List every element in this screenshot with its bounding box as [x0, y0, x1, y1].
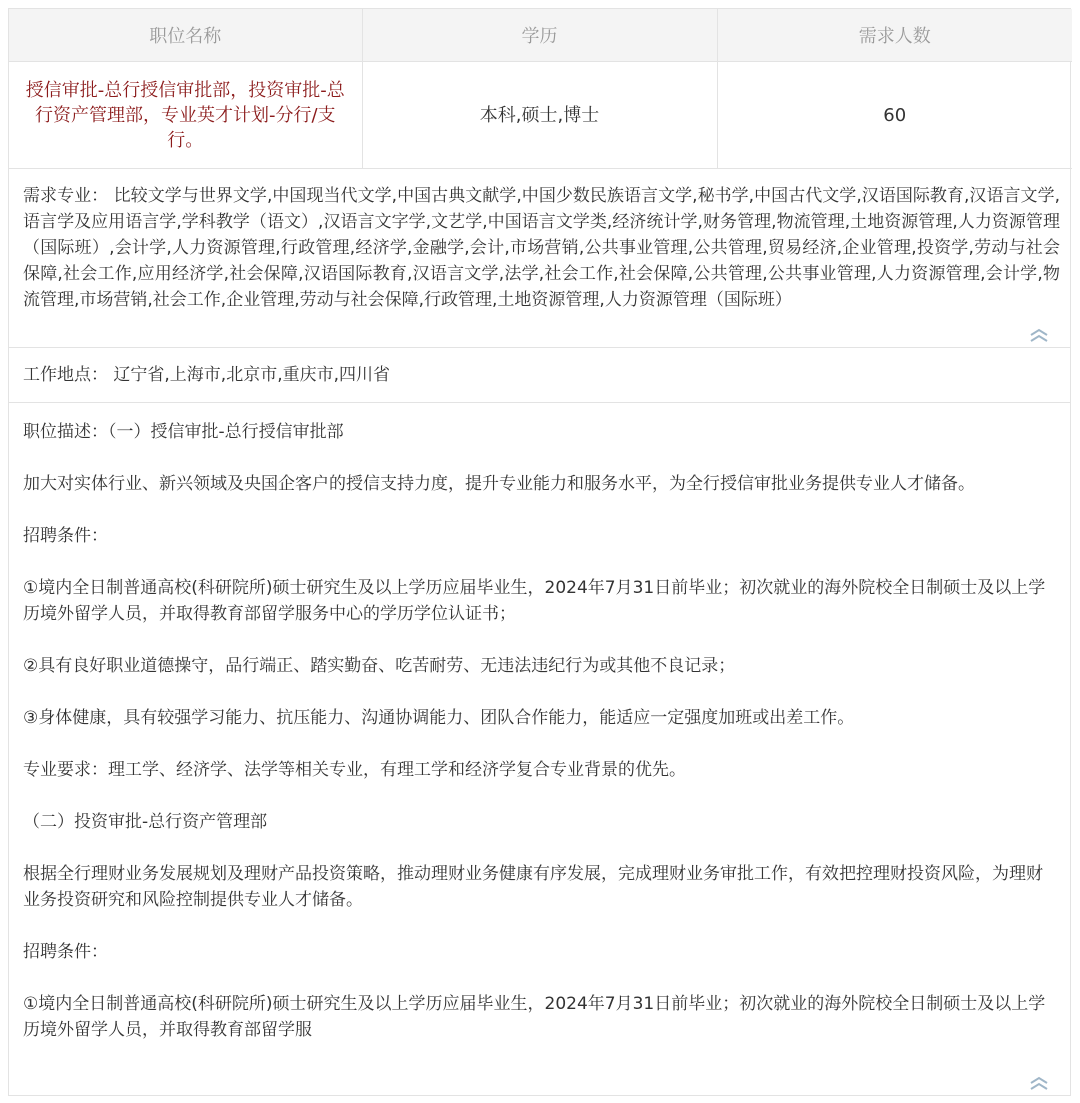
location-label: 工作地点：: [23, 365, 108, 385]
double-chevron-up-icon[interactable]: [1028, 1073, 1050, 1089]
description-heading: [23, 419, 1056, 445]
table-header-row: [9, 9, 1072, 62]
description-paragraph: 专业要求：理工学、经济学、法学等相关专业，有理工学和经济学复合专业背景的优先。: [23, 760, 686, 780]
description-paragraph: ①境内全日制普通高校(科研院所)硕士研究生及以上学历应届毕业生，2024年7月31日前毕业；初次就业的海外院校全日制硕士及以上学历境外留学人员，并取得教育部留学服: [23, 994, 1046, 1040]
double-chevron-up-icon[interactable]: [1028, 325, 1050, 341]
description-section: [9, 403, 1070, 1095]
description-paragraph: 加大对实体行业、新兴领域及央国企客户的授信支持力度，提升专业能力和服务水平，为全行授信审批业务提供专业人才储备。: [23, 474, 975, 494]
description-paragraph: ②具有良好职业道德操守，品行端正、踏实勤奋、吃苦耐劳、无违法违纪行为或其他不良记录；: [23, 656, 736, 676]
description-paragraph: 招聘条件：: [23, 942, 108, 962]
table-row: [9, 62, 1072, 169]
header-headcount: 需求人数: [717, 9, 1072, 62]
location-section: [9, 348, 1070, 403]
education-cell: 本科,硕士,博士: [362, 62, 717, 169]
description-paragraph: ①境内全日制普通高校(科研院所)硕士研究生及以上学历应届毕业生，2024年7月31日前毕业；初次就业的海外院校全日制硕士及以上学历境外留学人员，并取得教育部留学服务中心的学历学位认证书；: [23, 578, 1046, 624]
majors-label: 需求专业：: [23, 186, 109, 206]
header-job-title: 职位名称: [9, 9, 362, 62]
majors-section: [9, 169, 1070, 348]
job-detail-panel: [8, 8, 1071, 1096]
headcount-cell: 60: [717, 62, 1072, 169]
majors-text: 比较文学与世界文学,中国现当代文学,中国古典文献学,中国少数民族语言文学,秘书学,中国古代文学,汉语国际教育,汉语言文学,语言学及应用语言学,学科教学（语文）,汉语言文字学,文艺学,中国语言文学类,经济统计学,财务管理,物流管理,土地资源管理,人力资源管理（国际班）,会计学,人力资源管理,行政管理,经济学,金融学,会计,市场营销,公共事业管理,公共管理,贸易经济,企业管理,投资学,劳动与社会保障,社会工作,应用经济学,社会保障,汉语国际教育,汉语言文学,法学,社会工作,社会保障,公共管理,公共事业管理,人力资源管理,会计学,物流管理,市场营销,社会工作,企业管理,劳动与社会保障,行政管理,土地资源管理,人力资源管理（国际班）: [23, 186, 1061, 310]
job-table: [9, 9, 1072, 169]
location-text: 辽宁省,上海市,北京市,重庆市,四川省: [113, 365, 391, 385]
header-education: 学历: [362, 9, 717, 62]
description-paragraph: ③身体健康，具有较强学习能力、抗压能力、沟通协调能力、团队合作能力，能适应一定强度加班或出差工作。: [23, 708, 855, 728]
description-paragraph: （一）授信审批-总行授信审批部: [108, 422, 344, 442]
description-paragraph: 根据全行理财业务发展规划及理财产品投资策略，推动理财业务健康有序发展，完成理财业务审批工作，有效把控理财投资风险，为理财业务投资研究和风险控制提供专业人才储备。: [23, 864, 1043, 910]
description-paragraph: （二）投资审批-总行资产管理部: [23, 812, 268, 832]
description-label: 职位描述：: [23, 422, 108, 442]
job-title-cell[interactable]: 授信审批-总行授信审批部，投资审批-总行资产管理部，专业英才计划-分行/支行。: [9, 62, 362, 169]
description-paragraph: 招聘条件：: [23, 526, 108, 546]
